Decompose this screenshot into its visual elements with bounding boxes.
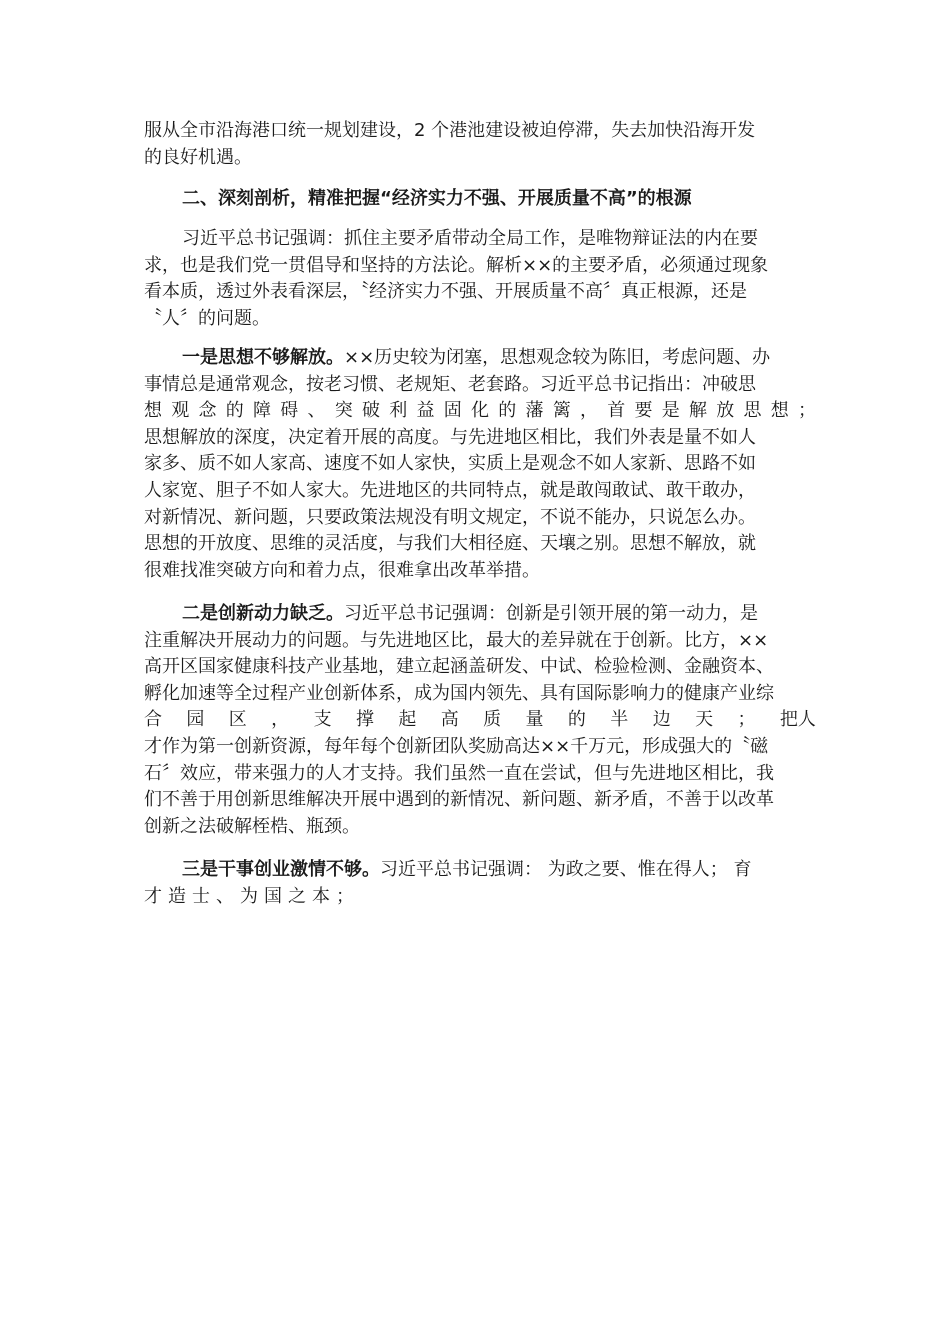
justified-line (144, 398, 816, 425)
spaced-char: 区 (228, 709, 247, 731)
text-line: 〝人〞的问题。 (144, 307, 270, 329)
paragraph-intro (144, 226, 816, 332)
spaced-char: 要 (634, 400, 653, 422)
spaced-char: 的 (225, 400, 244, 422)
text-line: 的良好机遇。 (144, 146, 252, 168)
spaced-char: 篱 (552, 400, 571, 422)
spaced-char: 质 (483, 709, 502, 731)
text-line: 思想解放的深度，决定着开展的高度。与先进地区相比，我们外表是量不如人 (144, 426, 756, 448)
text-line: 很难找准突破方向和着力点，很难拿出改革举措。 (144, 559, 540, 581)
spaced-char: 观 (171, 400, 190, 422)
paragraph-passion (144, 857, 816, 910)
spaced-char: 造 (168, 885, 186, 907)
paragraph-continuation (144, 118, 816, 171)
spaced-char: 的 (567, 709, 586, 731)
text-line: 人家宽、胆子不如人家大。先进地区的共同特点，就是敢闯敢试、敢干敢办， (144, 479, 756, 501)
text-line: 注重解决开展动力的问题。与先进地区比，最大的差异就在于创新。比方，×× (144, 629, 769, 651)
spaced-char: 边 (652, 709, 671, 731)
spaced-char: 碍 (280, 400, 299, 422)
spaced-char: 撑 (355, 709, 374, 731)
spaced-char: 突 (334, 400, 353, 422)
spaced-char: 国 (264, 885, 282, 907)
spaced-char: ； (737, 709, 756, 731)
text-line: 石〞效应，带来强力的人才支持。我们虽然一直在尝试，但与先进地区相比，我 (144, 762, 774, 784)
spaced-char: 把人 (779, 709, 816, 731)
spaced-char: 本 (312, 885, 330, 907)
spaced-char: 、 (216, 885, 234, 907)
spaced-char: 思 (743, 400, 762, 422)
text-line (144, 601, 816, 628)
section-heading (144, 186, 816, 213)
spaced-char: 半 (610, 709, 629, 731)
spaced-char: 才 (144, 885, 162, 907)
spaced-char: 破 (362, 400, 380, 422)
heading-text: 二、深刻剖析，精准把握“经济实力不强、开展质量不高”的根源 (182, 188, 692, 209)
spaced-char: 起 (398, 709, 417, 731)
text-line: 孵化加速等全过程产业创新体系，成为国内领先、具有国际影响力的健康产业综 (144, 682, 774, 704)
spaced-char: 量 (525, 709, 544, 731)
spaced-char: 园 (186, 709, 205, 731)
spaced-char: 想 (144, 400, 162, 422)
spaced-char: 高 (440, 709, 459, 731)
text-run: 习近平总书记强调：创新是引领开展的第一动力，是 (344, 603, 758, 624)
paragraph-lead: 一是思想不够解放。 (182, 347, 344, 368)
text-line: 看本质，透过外表看深层，〝经济实力不强、开展质量不高〞真正根源，还是 (144, 281, 747, 303)
spaced-char: 益 (416, 400, 435, 422)
spaced-char: 天 (695, 709, 714, 731)
spaced-char: 之 (288, 885, 306, 907)
spaced-char: ， (271, 709, 290, 731)
spaced-char: 是 (661, 400, 680, 422)
text-line: 家多、质不如人家高、速度不如人家快，实质上是观念不如人家新、思路不如 (144, 453, 756, 475)
text-line: 服从全市沿海港口统一规划建设，2 个港池建设被迫停滞，失去加快沿海开发 (144, 120, 756, 141)
text-line (144, 857, 816, 884)
spaced-char: 合 (144, 709, 162, 731)
text-line: 事情总是通常观念，按老习惯、老规矩、老套路。习近平总书记指出：冲破思 (144, 373, 756, 395)
text-line: 求，也是我们党一贯倡导和坚持的方法论。解析××的主要矛盾，必须通过现象 (144, 254, 769, 276)
paragraph-innovation (144, 601, 816, 840)
text-line: 们不善于用创新思维解决开展中遇到的新情况、新问题、新矛盾，不善于以改革 (144, 789, 774, 811)
spaced-char: 念 (198, 400, 217, 422)
spaced-char: 想 (770, 400, 789, 422)
spaced-char: 藩 (525, 400, 544, 422)
spaced-char: ； (798, 400, 816, 422)
spaced-char: 障 (253, 400, 271, 422)
spaced-char: 放 (716, 400, 735, 422)
text-line: 习近平总书记强调：抓住主要矛盾带动全局工作，是唯物辩证法的内在要 (182, 228, 758, 249)
text-line: 创新之法破解桎梏、瓶颈。 (144, 815, 360, 837)
spaced-char: 为 (240, 885, 258, 907)
spaced-char: 利 (389, 400, 408, 422)
spaced-char: ， (580, 400, 598, 422)
spaced-char: 固 (443, 400, 462, 422)
text-run: 习近平总书记强调： 为政之要、惟在得人； 育 (380, 859, 752, 880)
paragraph-lead: 三是干事创业激情不够。 (182, 859, 380, 880)
paragraph-lead: 二是创新动力缺乏。 (182, 603, 344, 624)
spaced-char: 、 (307, 400, 326, 422)
text-line: 思想的开放度、思维的灵活度，与我们大相径庭、天壤之别。思想不解放，就 (144, 533, 756, 555)
text-run: ××历史较为闭塞，思想观念较为陈旧，考虑问题、办 (344, 347, 771, 368)
text-line: 对新情况、新问题，只要政策法规没有明文规定，不说不能办，只说怎么办。 (144, 506, 756, 528)
spaced-char: 化 (471, 400, 489, 422)
spaced-char: ； (336, 885, 354, 907)
spaced-char: 首 (607, 400, 626, 422)
text-line (144, 345, 816, 372)
spaced-char: 支 (313, 709, 332, 731)
spaced-char: 解 (689, 400, 707, 422)
spaced-line (144, 884, 354, 911)
paragraph-thought (144, 345, 816, 584)
text-line: 才作为第一创新资源，每年每个创新团队奖励高达××千万元，形成强大的〝磁 (144, 735, 769, 757)
spaced-char: 的 (498, 400, 517, 422)
justified-line (144, 707, 816, 734)
text-line: 高开区国家健康科技产业基地，建立起涵盖研发、中试、检验检测、金融资本、 (144, 656, 774, 678)
spaced-char: 士 (192, 885, 210, 907)
